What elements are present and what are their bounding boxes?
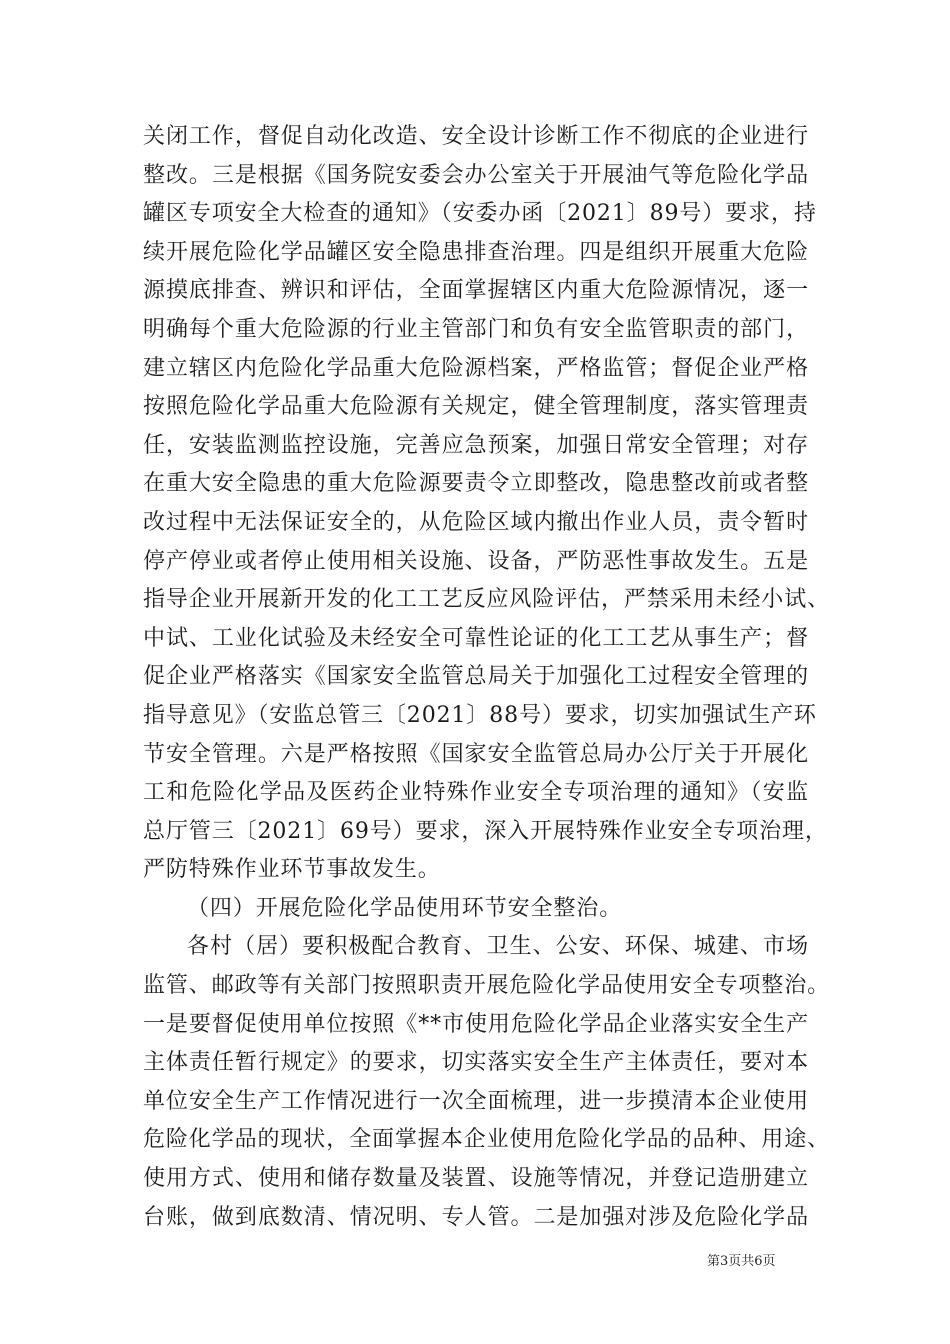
text-line: 节安全管理。六是严格按照《国家安全监管总局办公厅关于开展化 — [143, 741, 809, 767]
text-line: 按照危险化学品重大危险源有关规定，健全管理制度，落实管理责 — [143, 394, 809, 420]
text-line: 整改。三是根据《国务院安委会办公室关于开展油气等危险化学品 — [143, 162, 809, 188]
text-line: 严防特殊作业环节事故发生。 — [143, 857, 441, 883]
text-line: 危险化学品的现状，全面掌握本企业使用危险化学品的品种、用途、 — [143, 1127, 831, 1153]
text-line: 明确每个重大危险源的行业主管部门和负有安全监管职责的部门， — [143, 316, 809, 342]
text-line: 单位安全生产工作情况进行一次全面梳理，进一步摸清本企业使用 — [143, 1088, 809, 1114]
text-line: 总厅管三〔2021〕69号）要求，深入开展特殊作业安全专项治理， — [143, 818, 828, 844]
text-line: 任，安装监测监控设施，完善应急预案，加强日常安全管理；对存 — [143, 432, 809, 458]
text-line: 监管、邮政等有关部门按照职责开展危险化学品使用安全专项整治。 — [143, 973, 831, 999]
text-line: 指导意见》（安监总管三〔2021〕88号）要求，切实加强试生产环 — [143, 702, 817, 728]
page-number: 第3页共6页 — [707, 1254, 776, 1269]
text-line: 在重大安全隐患的重大危险源要责令立即整改，隐患整改前或者整 — [143, 471, 809, 497]
section-heading: （四）开展危险化学品使用环节安全整治。 — [187, 895, 623, 921]
text-line: 建立辖区内危险化学品重大危险源档案，严格监管；督促企业严格 — [143, 355, 809, 381]
text-line: 关闭工作，督促自动化改造、安全设计诊断工作不彻底的企业进行 — [143, 124, 809, 149]
text-line: 续开展危险化学品罐区安全隐患排查治理。四是组织开展重大危险 — [143, 239, 809, 265]
text-line: 中试、工业化试验及未经安全可靠性论证的化工工艺从事生产；督 — [143, 625, 809, 651]
text-line: 促企业严格落实《国家安全监管总局关于加强化工过程安全管理的 — [143, 664, 809, 690]
text-line: 主体责任暂行规定》的要求，切实落实安全生产主体责任，要对本 — [143, 1050, 809, 1076]
text-line: 停产停业或者停止使用相关设施、设备，严防恶性事故发生。五是 — [143, 548, 809, 574]
text-line: 一是要督促使用单位按照《**市使用危险化学品企业落实安全生产 — [143, 1011, 809, 1037]
text-line: 改过程中无法保证安全的，从危险区域内撤出作业人员，责令暂时 — [143, 509, 809, 535]
text-line: 台账，做到底数清、情况明、专人管。二是加强对涉及危险化学品 — [143, 1204, 809, 1230]
text-line: 使用方式、使用和储存数量及装置、设施等情况，并登记造册建立 — [143, 1166, 809, 1192]
text-line: 源摸底排查、辨识和评估，全面掌握辖区内重大危险源情况，逐一 — [143, 278, 809, 304]
text-line: 罐区专项安全大检查的通知》（安委办函〔2021〕89号）要求，持 — [143, 201, 817, 227]
paragraph-first-line: 各村（居）要积极配合教育、卫生、公安、环保、城建、市场 — [187, 934, 809, 960]
body-text — [143, 118, 831, 1237]
text-line: 工和危险化学品及医药企业特殊作业安全专项治理的通知》（安监 — [143, 780, 809, 806]
text-line: 指导企业开展新开发的化工工艺反应风险评估，严禁采用未经小试、 — [143, 587, 831, 613]
